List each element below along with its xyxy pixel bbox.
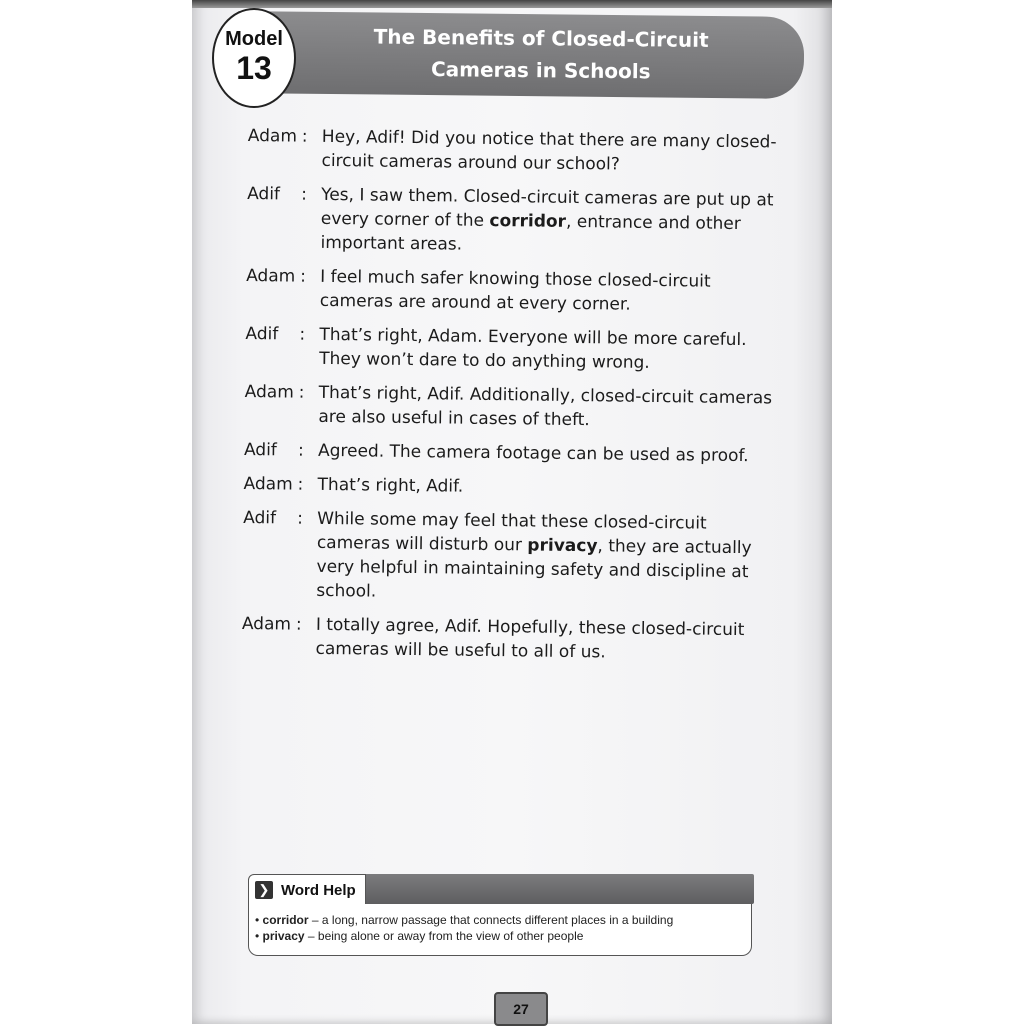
speaker-colon: :	[301, 184, 307, 205]
dialogue-text	[319, 323, 784, 377]
dialogue-line	[241, 612, 780, 667]
dialogue-line	[243, 472, 781, 503]
speaker-colon: :	[298, 382, 305, 403]
dialogue-segment: Yes, I saw them. Closed-circuit cameras are put up at every corner of the	[320, 184, 774, 231]
speaker-name: Adif	[247, 183, 281, 205]
dialogue-segment: Agreed. The camera footage can be used as proof.	[317, 440, 749, 467]
word-help-box	[248, 874, 754, 960]
model-label: Model	[225, 28, 283, 50]
dialogue-segment: , entrance and other important areas.	[320, 211, 741, 255]
dialogue-line	[244, 380, 783, 435]
dialogue-segment: I totally agree, Adif. Hopefully, these closed-circuit cameras will be useful to all of us.	[315, 614, 745, 663]
bullet: •	[255, 913, 263, 927]
word-help-header	[248, 874, 754, 904]
speaker-name: Adif	[243, 439, 277, 461]
dialogue-segment: That’s right, Adam. Everyone will be more careful. They won’t dare to do anything wrong.	[319, 324, 747, 373]
speaker-name: Adam	[244, 381, 294, 403]
chevron-right-icon: ❯	[255, 881, 273, 899]
speaker-name: Adam	[241, 613, 292, 635]
dialogue-segment: While some may feel that these closed-circuit cameras will disturb our	[316, 508, 707, 556]
dialogue-text	[317, 473, 781, 503]
dialogue-text	[320, 183, 785, 261]
speaker-name: Adam	[246, 265, 296, 287]
word-help-definition: – a long, narrow passage that connects different places in a building	[308, 913, 674, 927]
dialogue-segment: Hey, Adif! Did you notice that there are many closed-circuit cameras around our school?	[321, 126, 777, 175]
dialogue-segment: , they are actually very helpful in maintaining safety and discipline at school.	[316, 536, 752, 602]
dialogue-text	[315, 613, 780, 667]
speaker-colon: :	[301, 126, 308, 147]
word-help-definition: – being alone or away from the view of other people	[304, 929, 584, 943]
dialogue-text	[318, 439, 782, 469]
model-number: 13	[236, 50, 272, 86]
speaker-colon: :	[297, 440, 304, 461]
dialogue-line	[246, 182, 785, 261]
dialogue	[241, 124, 786, 677]
dialogue-line	[247, 124, 786, 179]
title-line-1: The Benefits of Closed-Circuit	[373, 24, 709, 52]
model-badge	[212, 8, 296, 108]
dialogue-segment: That’s right, Adif. Additionally, closed-circuit cameras are also useful in cases of theft.	[318, 382, 773, 431]
dialogue-text	[321, 125, 786, 179]
speaker-name: Adif	[245, 323, 279, 345]
background-right	[832, 0, 1024, 1024]
speaker-name: Adif	[243, 507, 277, 529]
word-help-term: corridor	[262, 913, 309, 927]
dialogue-line	[245, 322, 784, 377]
word-help-entry	[255, 912, 751, 928]
vocabulary-word: privacy	[527, 535, 598, 557]
word-help-term: privacy	[262, 929, 305, 943]
word-help-entry	[255, 928, 751, 944]
dialogue-segment: I feel much safer knowing those closed-circuit cameras are around at every corner.	[319, 266, 711, 315]
speaker-colon: :	[297, 508, 304, 529]
speaker-colon: :	[299, 324, 306, 345]
page-number: 27	[494, 992, 548, 1026]
word-help-tag	[248, 874, 366, 906]
dialogue-text	[318, 381, 783, 435]
dialogue-segment: That’s right, Adif.	[317, 474, 464, 497]
word-help-body	[248, 904, 752, 956]
title-banner	[238, 11, 805, 99]
page-title	[298, 20, 785, 89]
title-line-2: Cameras in Schools	[430, 57, 651, 84]
dialogue-line	[246, 264, 785, 319]
dialogue-text	[320, 265, 785, 319]
dialogue-text	[316, 507, 781, 609]
speaker-colon: :	[295, 614, 302, 635]
dialogue-line	[242, 506, 781, 609]
speaker-colon: :	[297, 474, 304, 495]
speaker-colon: :	[300, 266, 306, 287]
speaker-name: Adam	[247, 125, 298, 147]
speaker-name: Adam	[243, 473, 293, 495]
background-left	[0, 0, 192, 1024]
dialogue-line	[244, 438, 782, 469]
page-top-shadow	[192, 0, 832, 8]
word-help-label: Word Help	[281, 881, 356, 899]
bullet: •	[255, 929, 263, 943]
vocabulary-word: corridor	[489, 210, 567, 232]
